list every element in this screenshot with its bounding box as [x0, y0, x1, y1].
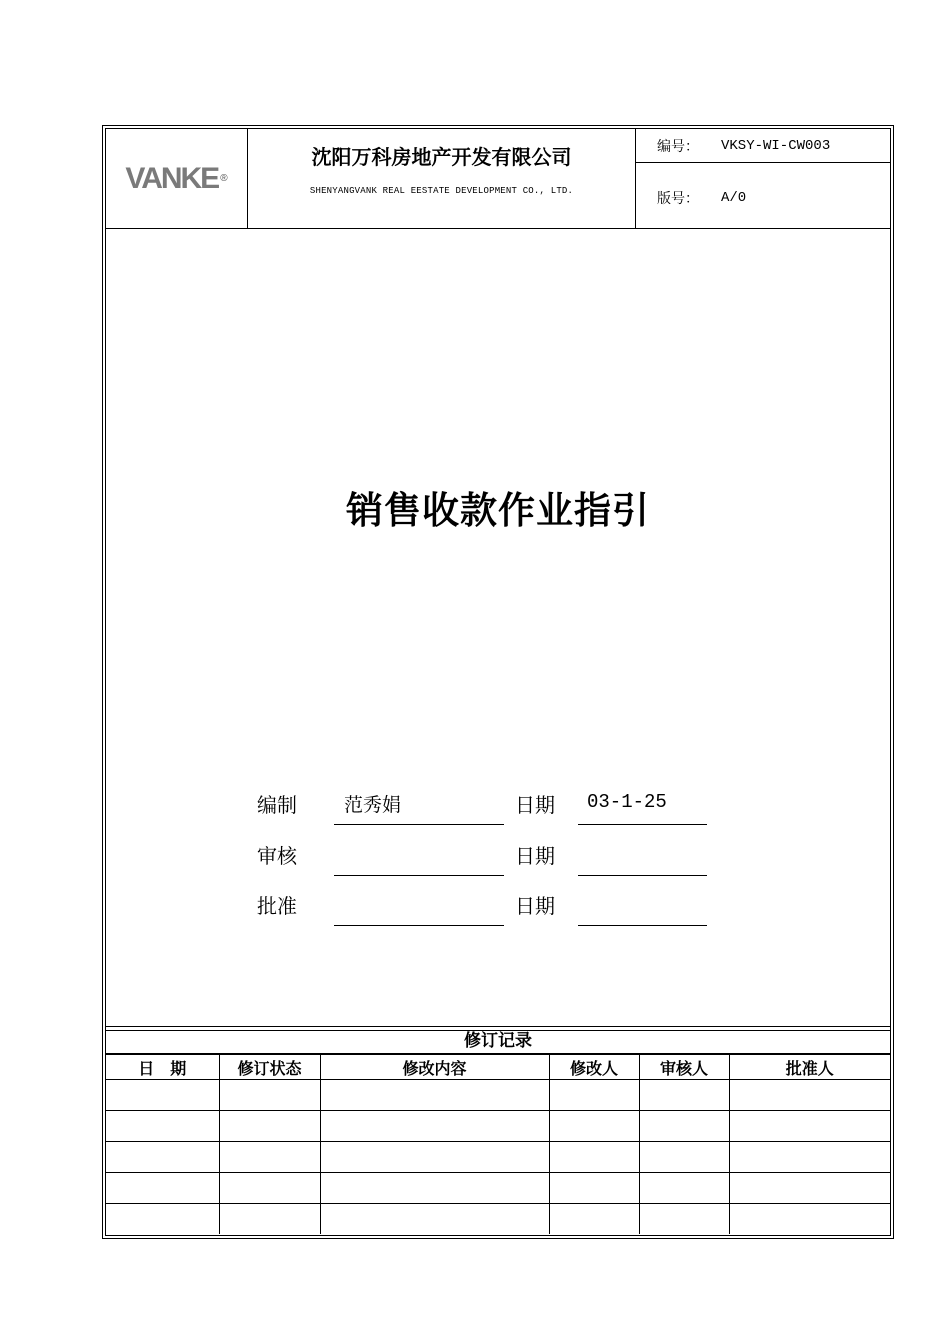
version-value: A/0 [721, 189, 747, 206]
table-cell [549, 1173, 639, 1204]
doc-number-label: 编号： [657, 138, 699, 155]
column-header-date: 日 期 [106, 1055, 219, 1080]
table-cell [219, 1204, 320, 1235]
signoff-role-prepared: 编制 [257, 793, 297, 817]
document-meta [636, 129, 890, 228]
signoff-name-line [334, 824, 504, 825]
table-cell [729, 1173, 890, 1204]
table-row [106, 1142, 890, 1173]
document-title: 销售收款作业指引 [346, 489, 650, 532]
version-label: 版号： [657, 190, 699, 207]
table-row [106, 1111, 890, 1142]
column-header-approver: 批准人 [729, 1055, 890, 1080]
company-name-english: SHENYANGVANK REAL EESTATE DEVELOPMENT CO., LTD. [309, 186, 574, 196]
table-cell [106, 1080, 219, 1111]
signoff-role-approved: 批准 [257, 894, 297, 918]
table-cell [320, 1111, 549, 1142]
table-cell [106, 1111, 219, 1142]
table-cell [219, 1111, 320, 1142]
registered-mark: ® [220, 173, 228, 184]
table-cell [549, 1142, 639, 1173]
table-cell [549, 1111, 639, 1142]
table-cell [320, 1173, 549, 1204]
table-row [106, 1173, 890, 1204]
document-header [106, 129, 890, 229]
table-cell [639, 1204, 729, 1235]
table-cell [219, 1142, 320, 1173]
signoff-date-line [578, 875, 707, 876]
table-cell [219, 1173, 320, 1204]
signoff-date-label-reviewed: 日期 [515, 844, 555, 868]
table-cell [106, 1204, 219, 1235]
signoff-date-line [578, 925, 707, 926]
column-header-modifier: 修改人 [549, 1055, 639, 1080]
table-row [106, 1204, 890, 1235]
doc-number-value: VKSY-WI-CW003 [721, 137, 831, 154]
table-cell [729, 1111, 890, 1142]
table-cell [320, 1142, 549, 1173]
version-row [636, 181, 890, 214]
signoff-role-reviewed: 审核 [257, 844, 297, 868]
signoff-date-prepared: 03-1-25 [587, 791, 667, 813]
revision-header-row [106, 1055, 890, 1080]
signoff-name-prepared: 范秀娟 [344, 794, 402, 816]
table-cell [639, 1111, 729, 1142]
table-cell [320, 1080, 549, 1111]
table-cell [106, 1173, 219, 1204]
table-row [106, 1080, 890, 1111]
vanke-logo [106, 129, 248, 228]
company-name-chinese: 沈阳万科房地产开发有限公司 [311, 145, 572, 169]
document-inner-frame [105, 128, 891, 1236]
column-header-status: 修订状态 [219, 1055, 320, 1080]
column-header-reviewer: 审核人 [639, 1055, 729, 1080]
revision-record [106, 1026, 890, 1235]
signoff-name-line [334, 925, 504, 926]
company-name-cell [248, 129, 636, 228]
table-cell [639, 1080, 729, 1111]
signoff-date-label-prepared: 日期 [515, 793, 555, 817]
column-header-content: 修改内容 [320, 1055, 549, 1080]
table-cell [219, 1080, 320, 1111]
table-cell [549, 1080, 639, 1111]
revision-title: 修订记录 [106, 1030, 890, 1054]
document-frame [102, 125, 894, 1239]
table-cell [639, 1142, 729, 1173]
table-cell [320, 1204, 549, 1235]
revision-table [106, 1054, 890, 1234]
table-cell [729, 1204, 890, 1235]
table-cell [106, 1142, 219, 1173]
signoff-date-line [578, 824, 707, 825]
signoff-date-label-approved: 日期 [515, 894, 555, 918]
table-cell [729, 1142, 890, 1173]
table-cell [549, 1204, 639, 1235]
table-cell [729, 1080, 890, 1111]
doc-number-row [636, 129, 890, 163]
signoff-name-line [334, 875, 504, 876]
table-cell [639, 1173, 729, 1204]
logo-text: VANKE [125, 161, 219, 195]
